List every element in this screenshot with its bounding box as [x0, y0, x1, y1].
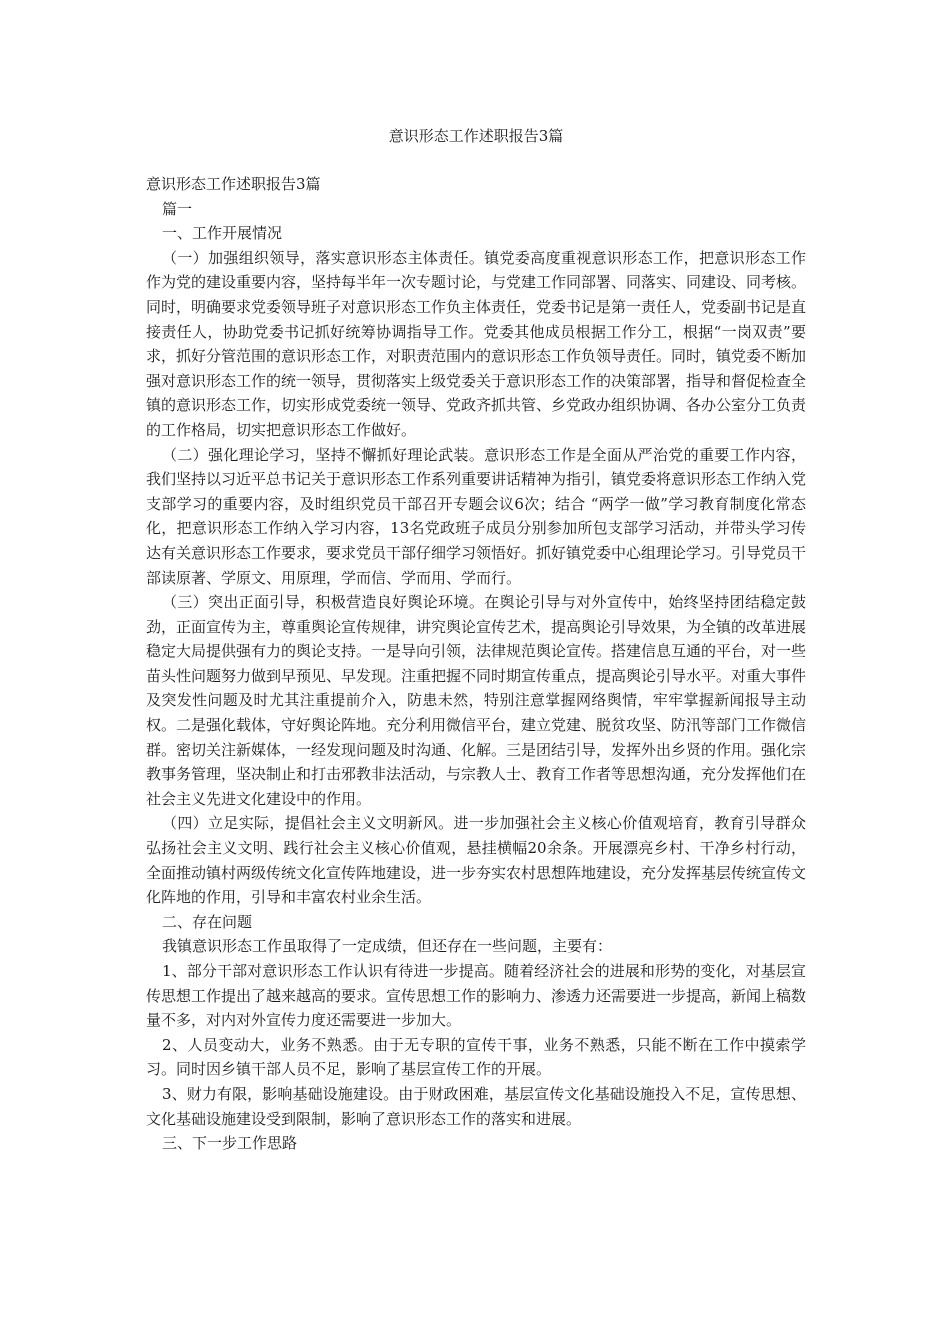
- section-heading-2: 二、存在问题: [162, 912, 253, 931]
- paragraph-4: （四）立足实际，提倡社会主义文明新风。进一步加强社会主义核心价值观培育，教育引导群众弘扬社会主义文明、践行社会主义核心价值观，悬挂横幅20余条。开展漂亮乡村、干净乡村行动，全面推动镇村两级传统文化宣传阵地建设，进一步夯实农村思想阵地建设，充分发挥基层传统宣传文化阵地的作用，引导和丰富农村业余生活。: [146, 814, 807, 907]
- document-body: [146, 172, 806, 1156]
- paragraph-7: 2、人员变动大，业务不熟悉。由于无专职的宣传干事，业务不熟悉，只能不断在工作中摸索学习。同时因乡镇干部人员不足，影响了基层宣传工作的开展。: [146, 1035, 806, 1079]
- section-heading-3: 三、下一步工作思路: [162, 1134, 298, 1153]
- paragraph-1: （一）加强组织领导，落实意识形态主体责任。镇党委高度重视意识形态工作，把意识形态工作作为党的建设重要内容，坚持每半年一次专题讨论，与党建工作同部署、同落实、同建设、同考核。同时，明确要求党委领导班子对意识形态工作负主体责任，党委书记是第一责任人，党委副书记是直接责任人，协助党委书记抓好统筹协调指导工作。党委其他成员根据工作分工，根据“一岗双责”要求，抓好分管范围的意识形态工作，对职责范围内的意识形态工作负领导责任。同时，镇党委不断加强对意识形态工作的统一领导，贯彻落实上级党委关于意识形态工作的决策部署，指导和督促检查全镇的意识形态工作，切实形成党委统一领导、党政齐抓共管、乡党政办组织协调、各办公室分工负责的工作格局，切实把意识形态工作做好。: [146, 248, 807, 439]
- section-heading-1: 一、工作开展情况: [162, 224, 283, 243]
- paragraph-8: 3、财力有限，影响基础设施建设。由于财政困难，基层宣传文化基础设施投入不足，宣传思想、文化基础设施建设受到限制，影响了意识形态工作的落实和进展。: [146, 1084, 806, 1128]
- document-title: 意识形态工作述职报告3篇: [388, 127, 564, 145]
- part-label: 篇一: [162, 199, 193, 218]
- document-subtitle: 意识形态工作述职报告3篇: [146, 175, 321, 193]
- paragraph-6: 1、部分干部对意识形态工作认识有待进一步提高。随着经济社会的进展和形势的变化，对基层宣传思想工作提出了越来越高的要求。宣传思想工作的影响力、渗透力还需要进一步提高，新闻上稿数量不多，对内对外宣传力度还需要进一步加大。: [146, 962, 807, 1030]
- paragraph-5: 我镇意识形态工作虽取得了一定成绩，但还存在一些问题，主要有：: [162, 937, 613, 956]
- paragraph-3: （三）突出正面引导，积极营造良好舆论环境。在舆论引导与对外宣传中，始终坚持团结稳定鼓劲，正面宣传为主，尊重舆论宣传规律，讲究舆论宣传艺术，提高舆论引导效果，为全镇的改革进展稳定大局提供强有力的舆论支持。一是导向引领，法律规范舆论宣传。搭建信息互通的平台，对一些苗头性问题努力做到早预见、早发现。注重把握不同时期宣传重点，提高舆论引导水平。对重大事件及突发性问题及时尤其注重提前介入，防患未然，特别注意掌握网络舆情，牢牢掌握新闻报导主动权。二是强化载体，守好舆论阵地。充分利用微信平台，建立党建、脱贫攻坚、防汛等部门工作微信群。密切关注新媒体，一经发现问题及时沟通、化解。三是团结引导，发挥外出乡贤的作用。强化宗教事务管理，坚决制止和打击邪教非法活动，与宗教人士、教育工作者等思想沟通，充分发挥他们在社会主义先进文化建设中的作用。: [146, 593, 807, 808]
- paragraph-2: （二）强化理论学习，坚持不懈抓好理论武装。意识形态工作是全面从严治党的重要工作内容，我们坚持以习近平总书记关于意识形态工作系列重要讲话精神为指引，镇党委将意识形态工作纳入党支部学习的重要内容，及时组织党员干部召开专题会议6次；结合 “两学一做”学习教育制度化常态化，把意识形态工作纳入学习内容，13名党政班子成员分别参加所包支部学习活动，并带头学习传达有关意识形态工作要求，要求党员干部仔细学习领悟好。抓好镇党委中心组理论学习。引导党员干部读原著、学原文、用原理，学而信、学而用、学而行。: [146, 445, 807, 587]
